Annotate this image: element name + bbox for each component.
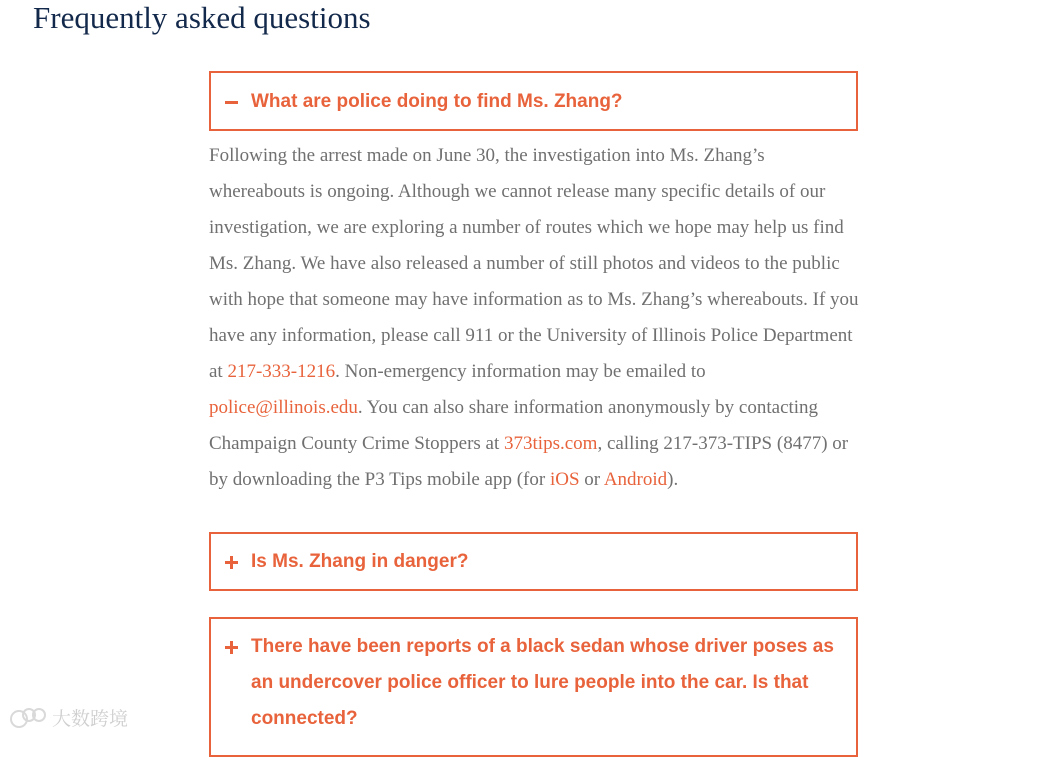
tips-link[interactable]: 373tips.com [504,433,598,454]
faq-question-2[interactable] [209,532,858,591]
faq-question-3[interactable] [209,617,858,757]
answer-text: Following the arrest made on June 30, the investigation into Ms. Zhang’s whereabouts is ongoing. Although we cannot release many specific details of our investigation, we are exploring a number of routes which we hope may help us find Ms. Zhang. We have also released a number of still photos and videos to the public with hope that someone may have information as to Ms. Zhang’s whereabouts. If you have any information, please call 911 or the University of Illinois Police Department at [209,145,859,382]
watermark-text: 大数跨境 [52,708,129,730]
answer-text: , calling 217-373-TIPS (8477) or by downloading the P3 Tips mobile app (for [209,433,849,490]
ios-link[interactable]: iOS [549,469,580,490]
faq-list [209,71,858,757]
phone-link[interactable]: 217-333-1216 [227,361,336,382]
answer-text: . You can also share information anonymously by contacting Champaign County Crime Stoppers at [209,397,819,454]
watermark [10,704,128,731]
watermark-logo-icon [10,706,48,730]
email-link[interactable]: police@illinois.edu [209,397,358,418]
page-title: Frequently asked questions [33,0,371,35]
faq-question-1[interactable] [209,71,858,131]
faq-answer-1 [209,131,861,498]
answer-text: or [579,469,604,490]
faq-question-1-text: What are police doing to find Ms. Zhang? [251,91,623,112]
faq-question-3-text: There have been reports of a black sedan whose driver poses as an undercover police officer to lure people into the car. Is that connected? [251,636,834,729]
plus-icon [225,550,239,574]
faq-question-2-text: Is Ms. Zhang in danger? [251,551,469,572]
android-link[interactable]: Android [603,469,668,490]
minus-icon [225,90,239,114]
answer-text: . Non-emergency information may be emailed to [335,361,706,382]
answer-text: ). [667,469,679,490]
plus-icon [225,635,239,659]
